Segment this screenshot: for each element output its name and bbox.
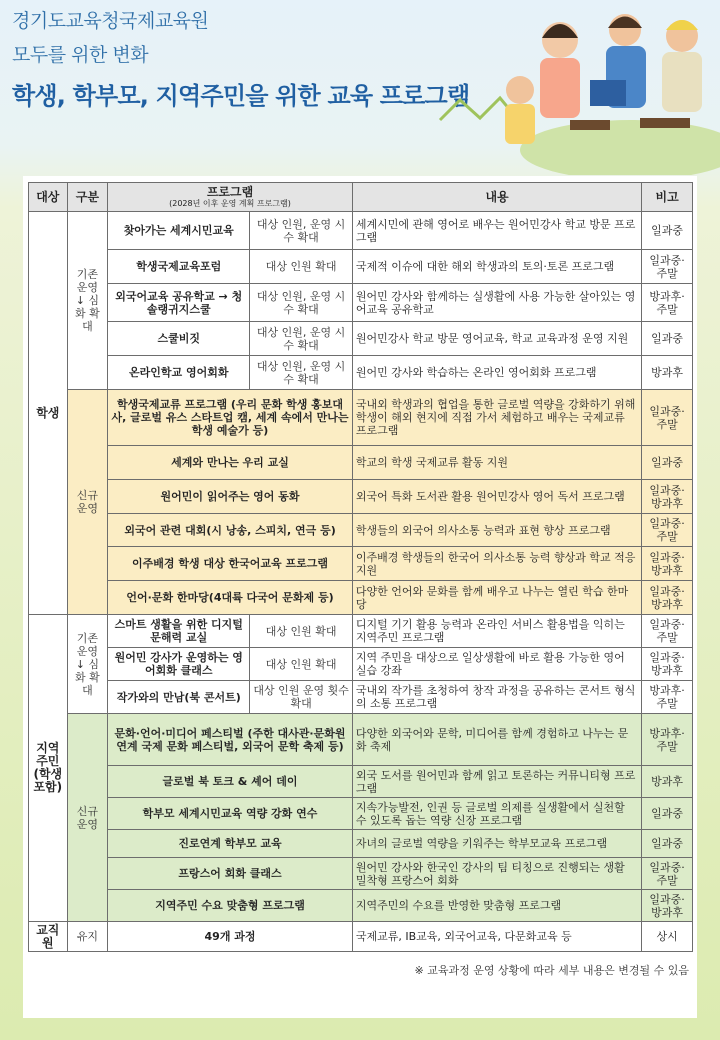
- program-remark: 일과중·주말: [642, 858, 693, 890]
- program-content: 국내외 학생과의 협업을 통한 글로벌 역량을 강화하기 위해 학생이 해외 현지에 직접 가서 체험하고 배우는 국제교류 프로그램: [352, 390, 641, 446]
- program-name: 찾아가는 세계시민교육: [108, 212, 250, 250]
- program-name: 학부모 세계시민교육 역량 강화 연수: [108, 798, 353, 830]
- program-name: 외국어 관련 대회(시 낭송, 스피치, 연극 등): [108, 514, 353, 547]
- program-remark: 일과중: [642, 798, 693, 830]
- table-row: [29, 681, 693, 714]
- program-content: 원어민 강사와 함께하는 실생활에 사용 가능한 살아있는 영어교육 공유학교: [352, 284, 641, 322]
- program-remark: 일과중: [642, 446, 693, 480]
- program-content: 원어민강사 학교 방문 영어교육, 학교 교육과정 운영 지원: [352, 322, 641, 356]
- table-row: [29, 714, 693, 766]
- header-target: 대상: [29, 183, 68, 212]
- table-row: [29, 858, 693, 890]
- program-remark: 일과중: [642, 212, 693, 250]
- table-row: [29, 581, 693, 615]
- program-content: 국제적 이슈에 대한 해외 학생과의 토의·토론 프로그램: [352, 250, 641, 284]
- program-scope: 대상 인원, 운영 시수 확대: [250, 322, 353, 356]
- header-title: 학생, 학부모, 지역주민을 위한 교육 프로그램: [12, 82, 470, 110]
- program-scope: 대상 인원, 운영 시수 확대: [250, 356, 353, 390]
- division-new-community: 신규 운영: [67, 714, 108, 922]
- table-row: [29, 798, 693, 830]
- program-name: 원어민 강사가 운영하는 영어회화 클래스: [108, 648, 250, 681]
- program-scope: 대상 인원 확대: [250, 250, 353, 284]
- program-remark: 방과후·주말: [642, 714, 693, 766]
- program-name: 문화·언어·미디어 페스티벌 (주한 대사관·문화원 연계 국제 문화 페스티벌, 외국어 문학 축제 등): [108, 714, 353, 766]
- program-content: 이주배경 학생들의 한국어 의사소통 능력 향상과 학교 적응 지원: [352, 547, 641, 581]
- footnote: ※ 교육과정 운영 상황에 따라 세부 내용은 변경될 수 있음: [414, 964, 689, 977]
- header-content: 내용: [352, 183, 641, 212]
- program-remark: 상시: [642, 922, 693, 952]
- table-row: [29, 922, 693, 952]
- program-remark: 일과중·방과후: [642, 890, 693, 922]
- table-row: [29, 766, 693, 798]
- program-name: 스마트 생활을 위한 디지털 문해력 교실: [108, 615, 250, 648]
- group-teacher: 교직원: [29, 922, 68, 952]
- program-content: 세계시민에 관해 영어로 배우는 원어민강사 학교 방문 프로그램: [352, 212, 641, 250]
- program-content: 자녀의 글로벌 역량을 키워주는 학부모교육 프로그램: [352, 830, 641, 858]
- table-row: [29, 250, 693, 284]
- program-content: 원어민 강사와 학습하는 온라인 영어회화 프로그램: [352, 356, 641, 390]
- table-header-row: [29, 183, 693, 212]
- program-name: 지역주민 수요 맞춤형 프로그램: [108, 890, 353, 922]
- table-row: [29, 480, 693, 514]
- header-division: 구분: [67, 183, 108, 212]
- program-scope: 대상 인원, 운영 시수 확대: [250, 212, 353, 250]
- program-name: 온라인학교 영어회화: [108, 356, 250, 390]
- table-row: [29, 356, 693, 390]
- program-remark: 일과중·방과후: [642, 547, 693, 581]
- program-remark: 일과중·방과후: [642, 648, 693, 681]
- division-keep: 유지: [67, 922, 108, 952]
- table-row: [29, 284, 693, 322]
- program-content: 다양한 외국어와 문학, 미디어를 함께 경험하고 나누는 문화 축제: [352, 714, 641, 766]
- division-existing: 기존 운영 ↓ 심화 확대: [67, 212, 108, 390]
- header-line-2: 모두를 위한 변화: [12, 44, 149, 66]
- program-content: 원어민 강사와 한국인 강사의 팀 티칭으로 진행되는 생활 밀착형 프랑스어 회화: [352, 858, 641, 890]
- program-table-sheet: [23, 176, 697, 1018]
- program-content: 학교의 학생 국제교류 활동 지원: [352, 446, 641, 480]
- program-remark: 일과중·주말: [642, 390, 693, 446]
- division-existing-community: 기존 운영 ↓ 심화 확대: [67, 615, 108, 714]
- group-student: 학생: [29, 212, 68, 615]
- group-community: 지역주민(학생포함): [29, 615, 68, 922]
- program-name: 49개 과정: [108, 922, 353, 952]
- program-remark: 방과후: [642, 766, 693, 798]
- program-content: 학생들의 외국어 의사소통 능력과 표현 향상 프로그램: [352, 514, 641, 547]
- program-scope: 대상 인원 확대: [250, 648, 353, 681]
- program-content: 외국어 특화 도서관 활용 원어민강사 영어 독서 프로그램: [352, 480, 641, 514]
- program-remark: 방과후·주말: [642, 284, 693, 322]
- table-row: [29, 648, 693, 681]
- table-row: [29, 390, 693, 446]
- program-name: 글로벌 북 토크 & 셰어 데이: [108, 766, 353, 798]
- table-row: [29, 446, 693, 480]
- header-line-1: 경기도교육청국제교육원: [12, 10, 209, 32]
- table-row: [29, 322, 693, 356]
- table-row: [29, 890, 693, 922]
- program-name: 진로연계 학부모 교육: [108, 830, 353, 858]
- division-new: 신규 운영: [67, 390, 108, 615]
- program-content: 지역 주민을 대상으로 일상생활에 바로 활용 가능한 영어 실습 강좌: [352, 648, 641, 681]
- program-content: 국내외 작가를 초청하여 창작 과정을 공유하는 콘서트 형식의 소통 프로그램: [352, 681, 641, 714]
- program-remark: 일과중·방과후: [642, 581, 693, 615]
- program-name: 학생국제교류 프로그램 (우리 문화 학생 홍보대사, 글로벌 유스 스타트업 캠, 세계 속에서 만나는 학생 예술가 등): [108, 390, 353, 446]
- program-scope: 대상 인원, 운영 시수 확대: [250, 284, 353, 322]
- program-scope: 대상 인원 운영 횟수 확대: [250, 681, 353, 714]
- program-name: 프랑스어 회화 클래스: [108, 858, 353, 890]
- program-remark: 일과중·주말: [642, 250, 693, 284]
- program-remark: 방과후: [642, 356, 693, 390]
- program-content: 국제교류, IB교육, 외국어교육, 다문화교육 등: [352, 922, 641, 952]
- program-table: [28, 182, 693, 952]
- program-name: 언어·문화 한마당(4대륙 다국어 문화제 등): [108, 581, 353, 615]
- program-content: 지역주민의 수요를 반영한 맞춤형 프로그램: [352, 890, 641, 922]
- table-row: [29, 615, 693, 648]
- program-content: 지속가능발전, 인권 등 글로벌 의제를 실생활에서 실천할 수 있도록 돕는 역량 신장 프로그램: [352, 798, 641, 830]
- program-name: 외국어교육 공유학교 → 청솔랭귀지스쿨: [108, 284, 250, 322]
- program-remark: 방과후·주말: [642, 681, 693, 714]
- header-program-sub: (2028년 이후 운영 계획 프로그램): [169, 199, 291, 208]
- program-name: 원어민이 읽어주는 영어 동화: [108, 480, 353, 514]
- program-name: 스쿨비짓: [108, 322, 250, 356]
- program-name: 이주배경 학생 대상 한국어교육 프로그램: [108, 547, 353, 581]
- program-content: 디지털 기기 활용 능력과 온라인 서비스 활용법을 익히는 지역주민 프로그램: [352, 615, 641, 648]
- program-remark: 일과중·방과후: [642, 480, 693, 514]
- header-program: 프로그램 (2028년 이후 운영 계획 프로그램): [108, 183, 353, 212]
- program-scope: 대상 인원 확대: [250, 615, 353, 648]
- header-banner: [0, 0, 720, 175]
- table-row: [29, 514, 693, 547]
- people-illustration: [420, 0, 720, 175]
- table-row: [29, 212, 693, 250]
- program-content: 외국 도서를 원어민과 함께 읽고 토론하는 커뮤니티형 프로그램: [352, 766, 641, 798]
- table-row: [29, 547, 693, 581]
- program-content: 다양한 언어와 문화를 함께 배우고 나누는 열린 학습 한마당: [352, 581, 641, 615]
- header-remark: 비고: [642, 183, 693, 212]
- program-remark: 일과중·주말: [642, 514, 693, 547]
- program-remark: 일과중: [642, 322, 693, 356]
- program-name: 학생국제교육포럼: [108, 250, 250, 284]
- program-remark: 일과중·주말: [642, 615, 693, 648]
- program-name: 세계와 만나는 우리 교실: [108, 446, 353, 480]
- program-name: 작가와의 만남(북 콘서트): [108, 681, 250, 714]
- table-row: [29, 830, 693, 858]
- program-remark: 일과중: [642, 830, 693, 858]
